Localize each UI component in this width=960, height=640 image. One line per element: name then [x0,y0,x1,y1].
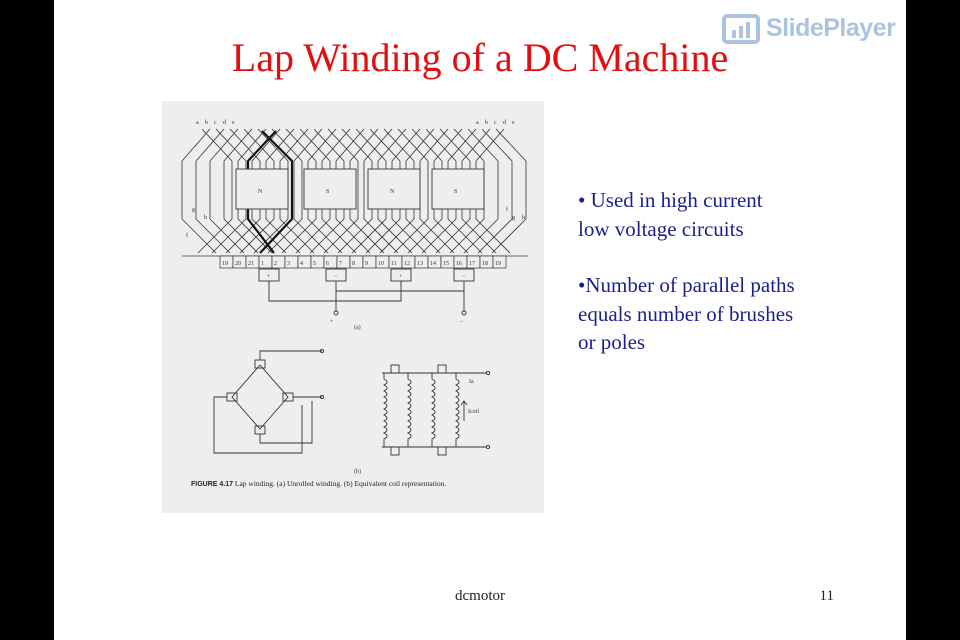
winding-conductor [198,129,232,253]
brush-sign: + [267,274,271,280]
bullet-2-line-1: •Number of parallel paths [578,273,795,297]
terminal-letter: d [223,120,226,126]
terminal-letter: b [485,120,488,126]
terminal-letter: b [205,120,208,126]
slide [54,0,906,640]
terminal-sign: − [460,319,464,325]
bullet-list [578,186,868,357]
lap-winding-figure [162,101,544,513]
brush-connections [259,269,474,315]
slideplayer-logo [722,12,900,48]
commutator-segment-number: 10 [378,261,384,267]
slideplayer-logo-icon [722,12,762,48]
equivalent-ring-diagram [214,349,324,453]
field-pole [432,169,484,209]
slideplayer-logo-text: SlidePlayer [766,14,896,42]
commutator-segment-number: 6 [326,261,329,267]
terminal-letter: e [512,120,515,126]
side-letter: h [522,215,525,221]
armature-current-label: Ia [469,379,474,385]
footer-label: dcmotor [455,588,505,604]
commutator-segment-number: 19 [495,261,501,267]
coil [432,373,435,447]
pole-label: S [454,189,458,195]
commutator-segment-number: 1 [261,261,264,267]
pole-label: N [390,189,395,195]
commutator-segment-number: 12 [404,261,410,267]
coil-current-label: Icoil [468,409,479,415]
commutator-segment-number: 17 [469,261,475,267]
terminal-letter: c [494,120,497,126]
figure-caption-text: Lap winding. (a) Unrolled winding. (b) Equivalent coil representation. [234,479,447,488]
commutator-segment-number: 14 [430,261,436,267]
part-a-label: (a) [354,325,361,331]
bullet-1-line-2: low voltage circuits [578,216,744,241]
commutator-segment-number: 11 [391,261,397,267]
brush-polarities [267,274,466,280]
part-b-label: (b) [354,469,361,475]
commutator-segment-number: 3 [287,261,290,267]
commutator-segment-number: 18 [482,261,488,267]
terminal-polarities [330,319,464,325]
side-letter: g [192,207,195,213]
field-pole [304,169,356,209]
side-letter: f [506,207,508,213]
page-number: 11 [819,588,834,604]
side-letters [186,206,525,239]
terminal-sign: + [330,319,334,325]
side-letter: h [204,215,207,221]
commutator-segment-number: 2 [274,261,277,267]
commutator [182,256,528,268]
commutator-segment-number: 7 [339,261,342,267]
side-letter: g [512,215,515,221]
commutator-segment-number: 20 [235,261,241,267]
bullet-2-line-2: equals number of brushes [578,301,794,326]
coil [456,373,459,447]
brush-sign: − [334,274,338,280]
terminal-letter: e [232,120,235,126]
commutator-segment-number: 9 [365,261,368,267]
coil [384,373,387,447]
commutator-segment-number: 21 [248,261,254,267]
coil [408,373,411,447]
commutator-segment-number: 15 [443,261,449,267]
bullet-2-line-3: or poles [578,330,646,354]
terminal-letter: a [196,120,199,126]
commutator-segment-number: 8 [352,261,355,267]
slide-title: Lap Winding of a DC Machine [231,35,729,80]
terminal-letters [196,120,515,126]
terminal-letter: d [503,120,506,126]
winding-diagram [162,101,544,513]
terminal-letter: c [214,120,217,126]
commutator-segment-number: 19 [222,261,228,267]
commutator-segment-number: 16 [456,261,462,267]
terminal-letter: a [476,120,479,126]
bullet-1-line-1: • Used in high current [578,188,763,212]
commutator-segment-number: 4 [300,261,303,267]
field-poles [236,169,484,209]
figure-caption-label: FIGURE 4.17 [191,481,234,488]
commutator-segment-number: 5 [313,261,316,267]
figure-caption [191,479,521,490]
pole-label: S [326,189,330,195]
commutator-segment-number: 13 [417,261,423,267]
side-letter: f [186,233,188,239]
brush-sign: − [462,274,466,280]
pole-label: N [258,189,263,195]
brush-sign: + [399,274,403,280]
